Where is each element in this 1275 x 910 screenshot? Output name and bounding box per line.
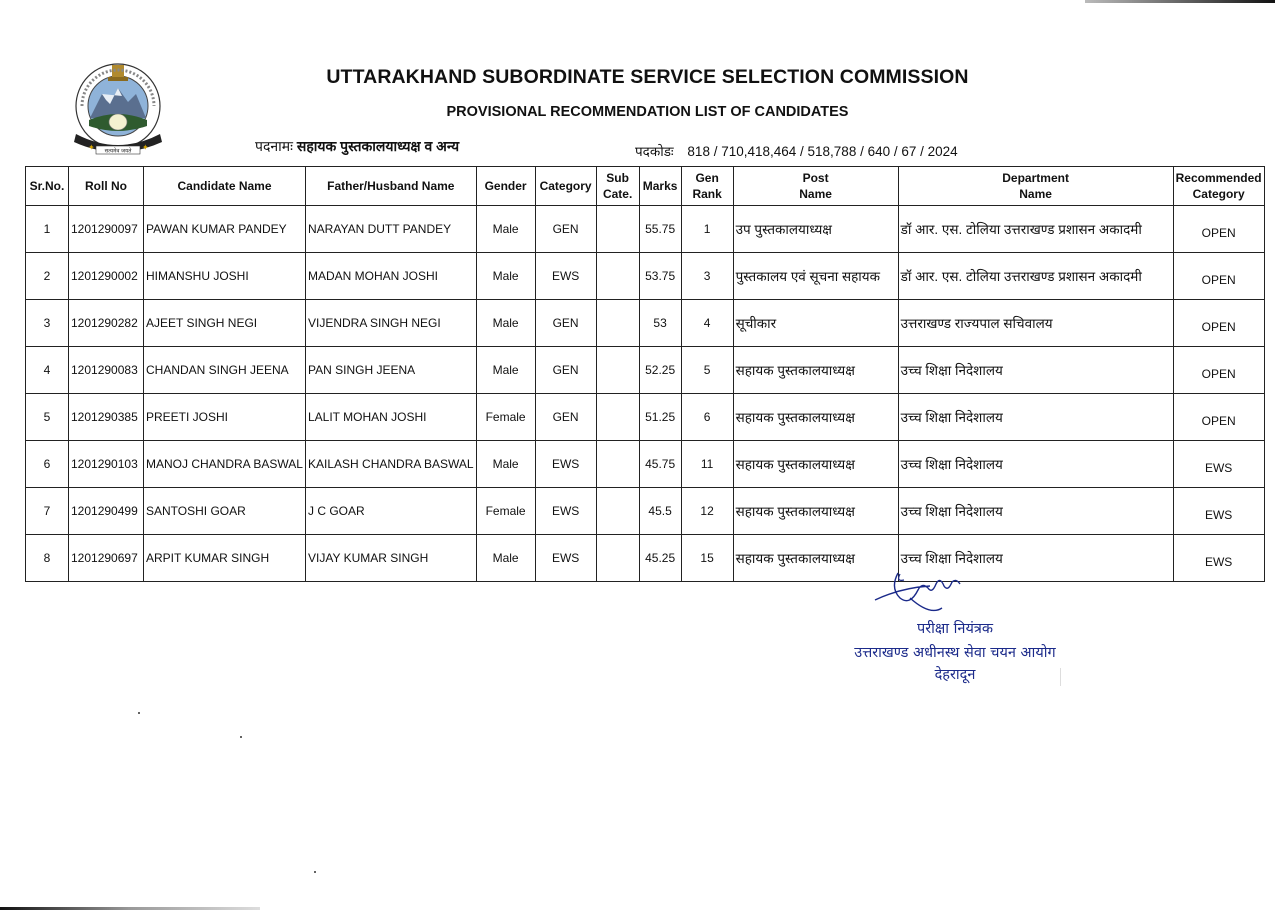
cell-roll: 1201290385: [69, 394, 144, 441]
cell-post-name: सहायक पुस्तकालयाध्यक्ष: [733, 441, 898, 488]
cell-subcategory: [596, 253, 639, 300]
col-header-father: Father/Husband Name: [306, 167, 477, 206]
svg-text:✦: ✦: [142, 143, 149, 152]
cell-gender: Male: [476, 347, 535, 394]
col-header-candidate: Candidate Name: [144, 167, 306, 206]
cell-marks: 51.25: [639, 394, 681, 441]
cell-roll: 1201290002: [69, 253, 144, 300]
cell-subcategory: [596, 347, 639, 394]
cell-father-name: PAN SINGH JEENA: [306, 347, 477, 394]
cell-category: EWS: [535, 535, 596, 582]
cell-sr: 6: [26, 441, 69, 488]
cell-recommended-category: OPEN: [1173, 300, 1264, 347]
cell-roll: 1201290083: [69, 347, 144, 394]
cell-post-name: सहायक पुस्तकालयाध्यक्ष: [733, 347, 898, 394]
cell-candidate-name: HIMANSHU JOSHI: [144, 253, 306, 300]
post-code-value: 818 / 710,418,464 / 518,788 / 640 / 67 / 2024: [687, 144, 958, 159]
cell-recommended-category: OPEN: [1173, 253, 1264, 300]
cell-post-name: सहायक पुस्तकालयाध्यक्ष: [733, 535, 898, 582]
table-row: [26, 535, 1265, 582]
cell-category: GEN: [535, 206, 596, 253]
cell-gender: Male: [476, 206, 535, 253]
cell-candidate-name: MANOJ CHANDRA BASWAL: [144, 441, 306, 488]
cell-sr: 4: [26, 347, 69, 394]
scan-artifact-line: [1060, 668, 1061, 686]
cell-gen-rank: 11: [681, 441, 733, 488]
cell-category: GEN: [535, 347, 596, 394]
post-name-line: [255, 137, 459, 156]
cell-department: उच्च शिक्षा निदेशालय: [898, 347, 1173, 394]
cell-gender: Male: [476, 441, 535, 488]
cell-department: उत्तराखण्ड राज्यपाल सचिवालय: [898, 300, 1173, 347]
svg-text:✦: ✦: [88, 143, 95, 152]
cell-recommended-category: OPEN: [1173, 206, 1264, 253]
signature-icon: [870, 568, 1000, 618]
cell-post-name: सहायक पुस्तकालयाध्यक्ष: [733, 488, 898, 535]
cell-department: उच्च शिक्षा निदेशालय: [898, 394, 1173, 441]
signature-designation: परीक्षा नियंत्रक: [916, 621, 994, 637]
post-value: सहायक पुस्तकालयाध्यक्ष व अन्य: [296, 138, 460, 154]
cell-department: डॉ आर. एस. टोलिया उत्तराखण्ड प्रशासन अकादमी: [898, 206, 1173, 253]
cell-department: उच्च शिक्षा निदेशालय: [898, 535, 1173, 582]
cell-recommended-category: EWS: [1173, 441, 1264, 488]
cell-department: डॉ आर. एस. टोलिया उत्तराखण्ड प्रशासन अकादमी: [898, 253, 1173, 300]
cell-candidate-name: PAWAN KUMAR PANDEY: [144, 206, 306, 253]
cell-recommended-category: EWS: [1173, 535, 1264, 582]
cell-gender: Male: [476, 300, 535, 347]
table-row: [26, 347, 1265, 394]
cell-roll: 1201290097: [69, 206, 144, 253]
cell-category: GEN: [535, 394, 596, 441]
cell-gender: Male: [476, 535, 535, 582]
col-header-rec: Recommended Category: [1173, 167, 1264, 206]
cell-father-name: NARAYAN DUTT PANDEY: [306, 206, 477, 253]
scan-speck: [138, 712, 140, 714]
cell-candidate-name: AJEET SINGH NEGI: [144, 300, 306, 347]
cell-post-name: पुस्तकालय एवं सूचना सहायक: [733, 253, 898, 300]
cell-gen-rank: 3: [681, 253, 733, 300]
table-row: [26, 394, 1265, 441]
col-header-subcat: Sub Cate.: [596, 167, 639, 206]
col-header-sr: Sr.No.: [26, 167, 69, 206]
cell-marks: 55.75: [639, 206, 681, 253]
cell-category: EWS: [535, 441, 596, 488]
table-header-row: [26, 167, 1265, 206]
cell-roll: 1201290103: [69, 441, 144, 488]
col-header-dept: Department Name: [898, 167, 1173, 206]
scan-edge-top: [1085, 0, 1275, 3]
candidate-table: [25, 166, 1265, 582]
cell-gen-rank: 4: [681, 300, 733, 347]
cell-recommended-category: OPEN: [1173, 394, 1264, 441]
col-header-marks: Marks: [639, 167, 681, 206]
cell-sr: 7: [26, 488, 69, 535]
cell-roll: 1201290499: [69, 488, 144, 535]
organization-title: UTTARAKHAND SUBORDINATE SERVICE SELECTION COMMISSION: [326, 66, 969, 88]
cell-subcategory: [596, 441, 639, 488]
cell-candidate-name: PREETI JOSHI: [144, 394, 306, 441]
cell-sr: 1: [26, 206, 69, 253]
table-row: [26, 253, 1265, 300]
cell-sr: 3: [26, 300, 69, 347]
cell-subcategory: [596, 488, 639, 535]
cell-roll: 1201290282: [69, 300, 144, 347]
cell-subcategory: [596, 394, 639, 441]
cell-department: उच्च शिक्षा निदेशालय: [898, 488, 1173, 535]
cell-gen-rank: 1: [681, 206, 733, 253]
cell-gen-rank: 12: [681, 488, 733, 535]
cell-category: EWS: [535, 253, 596, 300]
cell-marks: 53: [639, 300, 681, 347]
cell-father-name: J C GOAR: [306, 488, 477, 535]
cell-sr: 2: [26, 253, 69, 300]
cell-post-name: उप पुस्तकालयाध्यक्ष: [733, 206, 898, 253]
col-header-category: Category: [535, 167, 596, 206]
logo-caption: सत्यमेव जयते: [104, 148, 132, 155]
cell-candidate-name: SANTOSHI GOAR: [144, 488, 306, 535]
cell-marks: 53.75: [639, 253, 681, 300]
col-header-gender: Gender: [476, 167, 535, 206]
cell-department: उच्च शिक्षा निदेशालय: [898, 441, 1173, 488]
cell-father-name: VIJAY KUMAR SINGH: [306, 535, 477, 582]
cell-recommended-category: EWS: [1173, 488, 1264, 535]
cell-candidate-name: CHANDAN SINGH JEENA: [144, 347, 306, 394]
post-label: पदनामः: [255, 138, 293, 154]
table-row: [26, 206, 1265, 253]
cell-sr: 8: [26, 535, 69, 582]
cell-subcategory: [596, 535, 639, 582]
col-header-post: Post Name: [733, 167, 898, 206]
scan-speck: [314, 871, 316, 873]
cell-gen-rank: 6: [681, 394, 733, 441]
cell-post-name: सूचीकार: [733, 300, 898, 347]
table-row: [26, 441, 1265, 488]
cell-father-name: KAILASH CHANDRA BASWAL: [306, 441, 477, 488]
post-code-label: पदकोडः: [635, 144, 674, 159]
cell-marks: 45.5: [639, 488, 681, 535]
cell-candidate-name: ARPIT KUMAR SINGH: [144, 535, 306, 582]
cell-category: EWS: [535, 488, 596, 535]
post-code-line: [635, 142, 958, 160]
cell-father-name: VIJENDRA SINGH NEGI: [306, 300, 477, 347]
cell-sr: 5: [26, 394, 69, 441]
col-header-rank: Gen Rank: [681, 167, 733, 206]
cell-gender: Female: [476, 488, 535, 535]
cell-subcategory: [596, 300, 639, 347]
cell-gender: Male: [476, 253, 535, 300]
cell-gender: Female: [476, 394, 535, 441]
scan-speck: [240, 736, 242, 738]
cell-subcategory: [596, 206, 639, 253]
cell-father-name: MADAN MOHAN JOSHI: [306, 253, 477, 300]
cell-father-name: LALIT MOHAN JOSHI: [306, 394, 477, 441]
cell-gen-rank: 15: [681, 535, 733, 582]
signature-office: उत्तराखण्ड अधीनस्थ सेवा चयन आयोग: [854, 645, 1056, 661]
table-row: [26, 488, 1265, 535]
cell-gen-rank: 5: [681, 347, 733, 394]
table-row: [26, 300, 1265, 347]
col-header-roll: Roll No: [69, 167, 144, 206]
cell-marks: 45.75: [639, 441, 681, 488]
cell-roll: 1201290697: [69, 535, 144, 582]
signature-place: देहरादून: [934, 667, 976, 683]
cell-marks: 45.25: [639, 535, 681, 582]
cell-category: GEN: [535, 300, 596, 347]
document-subtitle: PROVISIONAL RECOMMENDATION LIST OF CANDIDATES: [446, 104, 849, 120]
cell-post-name: सहायक पुस्तकालयाध्यक्ष: [733, 394, 898, 441]
cell-recommended-category: OPEN: [1173, 347, 1264, 394]
cell-marks: 52.25: [639, 347, 681, 394]
